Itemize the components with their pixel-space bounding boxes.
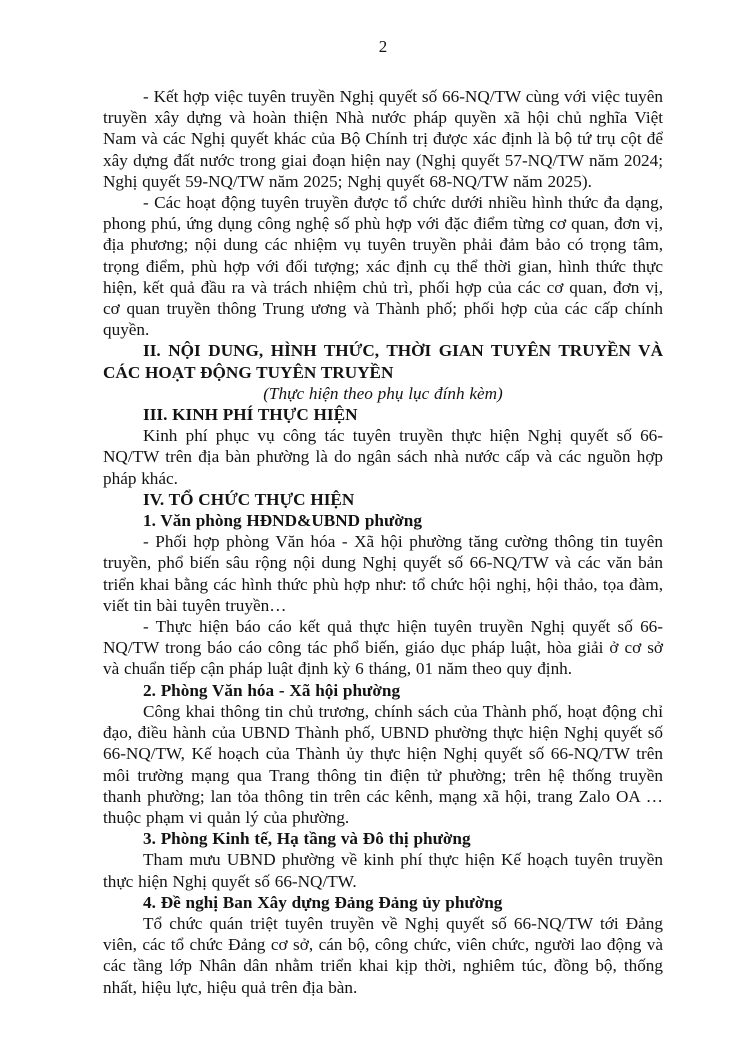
page-number: 2 (378, 37, 388, 56)
paragraph-office-coordination: - Phối hợp phòng Văn hóa - Xã hội phường tăng cường thông tin tuyên truyền, phổ biến sâu rộng nội dung Nghị quyết số 66-NQ/TW và các văn bản triển khai bằng các hình thức phù hợp như: tổ chức hội nghị, hội thảo, tọa đàm, viết tin bài tuyên truyền… (103, 532, 663, 615)
heading-item-1-office-hdnd-ubnd: 1. Văn phòng HĐND&UBND phường (143, 511, 422, 531)
heading-item-4-party-building-board: 4. Đề nghị Ban Xây dựng Đảng Đảng ủy phường (143, 892, 503, 912)
paragraph-party-dissemination: Tổ chức quán triệt tuyên truyền về Nghị quyết số 66-NQ/TW tới Đảng viên, các tổ chức Đảng cơ sở, cán bộ, công chức, viên chức, người lao động và các tầng lớp Nhân dân nhằm triển khai kịp thời, nghiêm túc, đồng bộ, thống nhất, hiệu lực, hiệu quả trên địa bàn. (103, 913, 663, 997)
paragraph-funding-source: Kinh phí phục vụ công tác tuyên truyền thực hiện Nghị quyết số 66-NQ/TW trên địa bàn phường là do ngân sách nhà nước cấp và các nguồn hợp pháp khác. (103, 426, 663, 488)
note-appendix-attached: (Thực hiện theo phụ lục đính kèm) (263, 383, 503, 403)
paragraph-combine-propaganda: - Kết hợp việc tuyên truyền Nghị quyết số 66-NQ/TW cùng với việc tuyên truyền xây dựng và hoàn thiện Nhà nước pháp quyền xã hội chủ nghĩa Việt Nam và các Nghị quyết khác của Bộ Chính trị được xác định là bộ tứ trụ cột để xây dựng đất nước trong giai đoạn hiện nay (Nghị quyết 57-NQ/TW năm 2024; Nghị quyết 59-NQ/TW năm 2025; Nghị quyết 68-NQ/TW năm 2025). (103, 87, 663, 191)
heading-section-3-funding: III. KINH PHÍ THỰC HIỆN (143, 405, 358, 425)
paragraph-propaganda-activities: - Các hoạt động tuyên truyền được tổ chức dưới nhiều hình thức đa dạng, phong phú, ứng dụng công nghệ số phù hợp với đặc điểm từng cơ quan, đơn vị, địa phương; nội dung các nhiệm vụ tuyên truyền phải đảm bảo có trọng tâm, trọng điểm, phù hợp với đối tượng; xác định cụ thể thời gian, hình thức thực hiện, kết quả đầu ra và trách nhiệm chủ trì, phối hợp của các cơ quan, đơn vị, cơ quan truyền thông Trung ương và Thành phố; phối hợp của các cấp chính quyền. (103, 193, 663, 340)
heading-section-4-implementation: IV. TỔ CHỨC THỰC HIỆN (143, 489, 355, 509)
heading-section-2-content-form-time: II. NỘI DUNG, HÌNH THỨC, THỜI GIAN TUYÊN TRUYỀN VÀ CÁC HOẠT ĐỘNG TUYÊN TRUYỀN (103, 341, 663, 382)
paragraph-office-reporting: - Thực hiện báo cáo kết quả thực hiện tuyên truyền Nghị quyết số 66-NQ/TW trong báo cáo công tác phổ biến, giáo dục pháp luật, hòa giải ở cơ sở và chuẩn tiếp cận pháp luật định kỳ 6 tháng, 01 năm theo quy định. (103, 617, 663, 679)
heading-item-2-culture-social-dept: 2. Phòng Văn hóa - Xã hội phường (143, 680, 401, 700)
paragraph-culture-social-duties: Công khai thông tin chủ trương, chính sách của Thành phố, hoạt động chỉ đạo, điều hành của UBND Thành phố, UBND phường thực hiện Nghị quyết số 66-NQ/TW, Kế hoạch của Thành ủy thực hiện Nghị quyết số 66-NQ/TW trên môi trường mạng qua Trang thông tin điện tử phường; trên hệ thống truyền thanh phường; lan tỏa thông tin trên các kênh, mạng xã hội, trang Zalo OA … thuộc phạm vi quản lý của phường. (103, 701, 663, 827)
document-body (103, 86, 663, 998)
paragraph-economy-funding-advice: Tham mưu UBND phường về kinh phí thực hiện Kế hoạch tuyên truyền thực hiện Nghị quyết số 66-NQ/TW. (103, 850, 663, 891)
heading-item-3-economy-infrastructure-dept: 3. Phòng Kinh tế, Hạ tầng và Đô thị phường (143, 829, 471, 849)
